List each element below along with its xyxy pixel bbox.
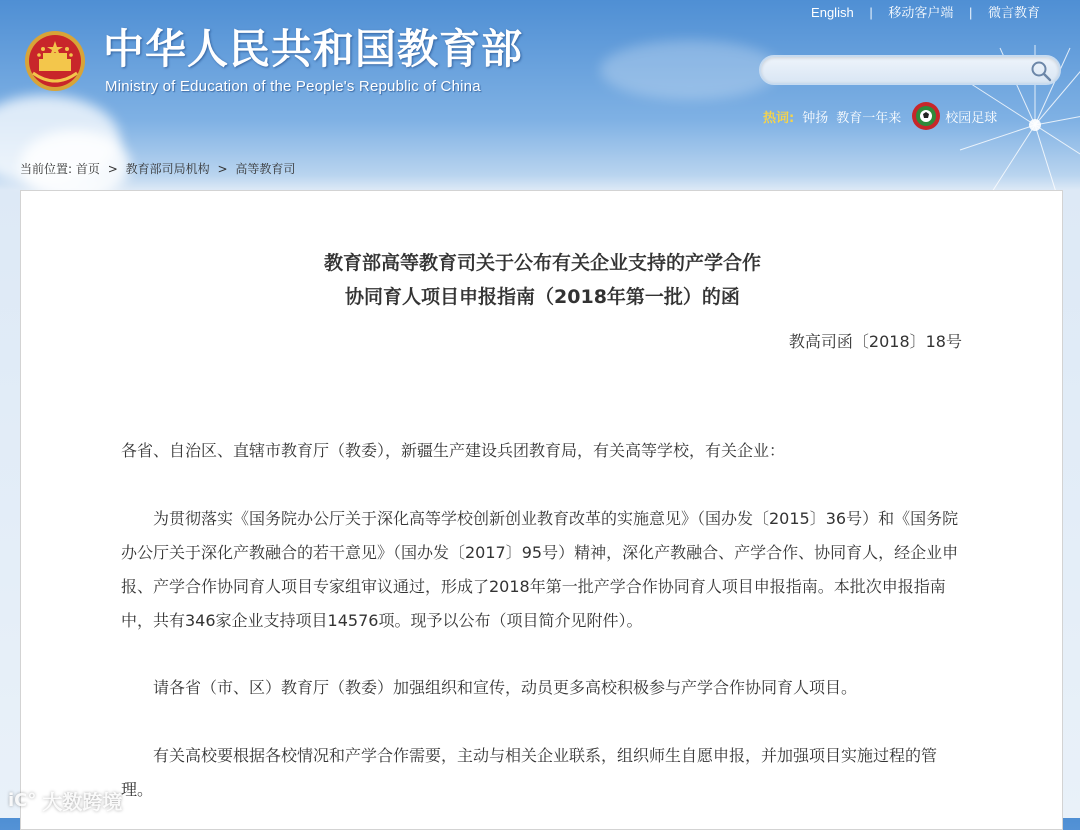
watermark-text: 大数跨境 — [42, 790, 123, 814]
mobile-client-link[interactable]: 移动客户端 — [888, 5, 954, 20]
link-separator: | — [869, 5, 873, 20]
hotword-link[interactable]: 教育一年来 — [836, 110, 902, 126]
site-subtitle: Ministry of Education of the People's Republic of China — [105, 78, 481, 95]
campus-football-label: 校园足球 — [945, 110, 998, 126]
campus-football-icon — [911, 101, 941, 131]
breadcrumb — [20, 160, 295, 177]
breadcrumb-separator: > — [107, 162, 118, 176]
search-icon[interactable] — [1029, 59, 1053, 83]
article-title-line2: 协同育人项目申报指南（2018年第一批）的函 — [345, 286, 740, 308]
article-paragraph: 请各省（市、区）教育厅（教委）加强组织和宣传，动员更多高校积极参与产学合作协同育人项目。 — [153, 678, 858, 697]
link-separator: | — [968, 5, 973, 20]
campus-football-link[interactable] — [911, 101, 997, 131]
weiyan-education-link[interactable]: 微言教育 — [987, 5, 1040, 20]
document-number: 教高司函〔2018〕18号 — [788, 332, 962, 351]
cloud-decoration — [600, 40, 780, 100]
top-links — [811, 2, 1040, 21]
english-link[interactable]: English — [811, 5, 854, 20]
site-title[interactable]: 中华人民共和国教育部 — [103, 25, 523, 73]
breadcrumb-label: 当前位置: — [20, 162, 73, 176]
article-title-line1: 教育部高等教育司关于公布有关企业支持的产学合作 — [323, 252, 761, 274]
watermark — [8, 786, 122, 815]
breadcrumb-home[interactable]: 首页 — [75, 162, 100, 176]
breadcrumb-separator: > — [217, 162, 228, 176]
search-input[interactable] — [775, 60, 1029, 84]
hotwords-label: 热词: — [763, 110, 795, 126]
breadcrumb-higher-education[interactable]: 高等教育司 — [235, 162, 296, 176]
article-paragraph: 为贯彻落实《国务院办公厅关于深化高等学校创新创业教育改革的实施意见》（国办发〔2015〕36号）和《国务院办公厅关于深化产教融合的若干意见》（国办发〔2017〕95号）精神，深化产教融合、产学合作、协同育人，经企业申报、产学合作协同育人项目专家组审议通过，形成了2018年第一批产学合作协同育人项目申报指南。本批次申报指南中，共有346家企业支持项目14576项。现予以公布（项目简介见附件）。 — [121, 509, 959, 630]
breadcrumb-departments[interactable]: 教育部司局机构 — [125, 162, 210, 176]
article-paragraph: 有关高校要根据各校情况和产学合作需要，主动与相关企业联系，组织师生自愿申报，并加强项目实施过程的管理。 — [121, 746, 938, 799]
national-emblem-icon — [23, 29, 87, 93]
search-box — [759, 55, 1061, 85]
hotwords — [763, 101, 997, 131]
article-addressee: 各省、自治区、直辖市教育厅（教委），新疆生产建设兵团教育局，有关高等学校，有关企业： — [121, 441, 786, 460]
watermark-logo: iC° — [8, 790, 37, 811]
hotword-link[interactable]: 钟扬 — [802, 110, 829, 126]
article-panel — [20, 190, 1063, 830]
